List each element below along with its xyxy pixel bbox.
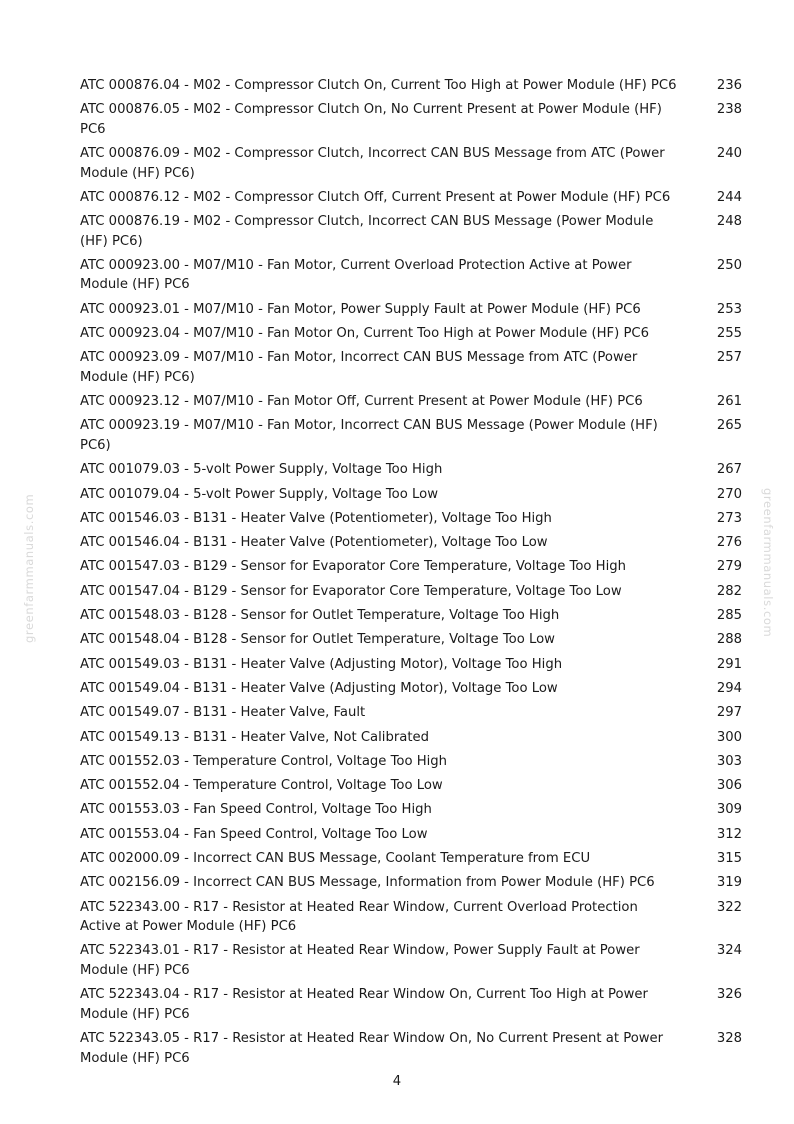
toc-entry-page: 328: [716, 1031, 742, 1046]
toc-entry[interactable]: [80, 800, 742, 820]
toc-entry-page: 315: [716, 851, 742, 867]
toc-entry-page: 240: [716, 146, 742, 162]
toc-entry[interactable]: [80, 76, 742, 96]
toc-entry-page: 303: [716, 753, 742, 769]
toc-entry[interactable]: [80, 144, 742, 183]
toc-entry-page: 279: [716, 559, 742, 575]
toc-entry-page: 282: [716, 583, 742, 599]
toc-entry[interactable]: [80, 509, 742, 529]
toc-entry[interactable]: [80, 606, 742, 626]
toc-entry[interactable]: [80, 655, 742, 675]
toc-entry-page: 288: [716, 632, 742, 648]
toc-entry-title: ATC 000923.04 - M07/M10 - Fan Motor On, Current Too High at Power Module (HF) PC6: [80, 326, 650, 342]
toc-entry[interactable]: [80, 703, 742, 723]
toc-entry-title: ATC 001548.04 - B128 - Sensor for Outlet Temperature, Voltage Too Low: [80, 632, 555, 648]
toc-entry-page: 309: [716, 802, 742, 818]
toc-entry[interactable]: [80, 849, 742, 869]
toc-entry-page: 276: [716, 535, 742, 551]
toc-entry-page: 244: [716, 189, 742, 205]
toc-entry-title: ATC 001552.03 - Temperature Control, Voltage Too High: [80, 753, 448, 769]
toc-entry[interactable]: [80, 188, 742, 208]
toc-entry[interactable]: [80, 679, 742, 699]
toc-entry-page: 250: [716, 257, 742, 273]
toc-entry[interactable]: [80, 557, 742, 577]
toc-entry[interactable]: [80, 752, 742, 772]
toc-entry-page: 322: [716, 899, 742, 915]
toc-entry[interactable]: [80, 324, 742, 344]
toc-entry[interactable]: [80, 776, 742, 796]
toc-entry-page: 265: [716, 418, 742, 434]
toc-entry[interactable]: [80, 485, 742, 505]
toc-entry-page: 273: [716, 510, 742, 526]
toc-entry-page: 300: [716, 729, 742, 745]
toc-entry[interactable]: [80, 630, 742, 650]
toc-entry-title: ATC 001079.04 - 5-volt Power Supply, Voltage Too Low: [80, 486, 438, 502]
toc-entry-title: ATC 002156.09 - Incorrect CAN BUS Message, Information from Power Module (HF) PC6: [80, 875, 655, 891]
toc-entry-title: ATC 001079.03 - 5-volt Power Supply, Voltage Too High: [80, 462, 443, 478]
toc-entry-title: ATC 001549.03 - B131 - Heater Valve (Adjusting Motor), Voltage Too High: [80, 656, 563, 672]
toc-entry[interactable]: [80, 1029, 742, 1068]
page-number: 4: [392, 1074, 402, 1089]
toc-entry[interactable]: [80, 941, 742, 980]
toc-entry[interactable]: [80, 212, 742, 251]
toc-entry-title: ATC 001553.04 - Fan Speed Control, Voltage Too Low: [80, 826, 428, 842]
toc-entry-page: 294: [716, 680, 742, 696]
toc-entry-title: ATC 522343.01 - R17 - Resistor at Heated Rear Window, Power Supply Fault at Power Module (HF) PC6: [80, 943, 640, 978]
toc-entry-page: 326: [716, 987, 742, 1003]
toc-entry-title: ATC 000923.09 - M07/M10 - Fan Motor, Incorrect CAN BUS Message from ATC (Power Module (HF) PC6): [80, 350, 638, 385]
toc-entry-title: ATC 001549.04 - B131 - Heater Valve (Adjusting Motor), Voltage Too Low: [80, 680, 558, 696]
toc-entry-title: ATC 001547.04 - B129 - Sensor for Evaporator Core Temperature, Voltage Too Low: [80, 583, 622, 599]
toc-entry-page: 248: [716, 214, 742, 230]
toc-entry-page: 238: [716, 102, 742, 118]
toc-entry-title: ATC 522343.00 - R17 - Resistor at Heated Rear Window, Current Overload Protection Active at Power Module (HF) PC6: [80, 899, 638, 935]
watermark-right: greenfarmmanuals.com: [761, 488, 775, 638]
toc-entry-page: 319: [716, 875, 742, 891]
toc-entry-title: ATC 001546.03 - B131 - Heater Valve (Potentiometer), Voltage Too High: [80, 510, 552, 526]
toc-entry-page: 306: [716, 778, 742, 794]
toc-entry[interactable]: [80, 873, 742, 893]
toc-entry-title: ATC 522343.05 - R17 - Resistor at Heated Rear Window On, No Current Present at Power Module (HF) PC6: [80, 1031, 664, 1066]
toc-entry-title: ATC 001549.13 - B131 - Heater Valve, Not Calibrated: [80, 729, 429, 745]
toc-entry-page: 291: [716, 656, 742, 672]
toc-entry-title: ATC 000876.19 - M02 - Compressor Clutch, Incorrect CAN BUS Message (Power Module (HF) PC6): [80, 214, 654, 249]
toc-entry[interactable]: [80, 460, 742, 480]
toc-entry-page: 261: [716, 394, 742, 410]
toc-entry-title: ATC 001547.03 - B129 - Sensor for Evaporator Core Temperature, Voltage Too High: [80, 559, 626, 575]
toc-entry-page: 312: [716, 826, 742, 842]
toc-entry[interactable]: [80, 582, 742, 602]
toc-entry-title: ATC 522343.04 - R17 - Resistor at Heated Rear Window On, Current Too High at Power Module (HF) PC6: [80, 987, 648, 1022]
toc-entry-page: 257: [716, 350, 742, 366]
toc-entry[interactable]: [80, 533, 742, 553]
toc-entry-page: 236: [716, 78, 742, 93]
toc-entry-page: 267: [716, 462, 742, 478]
toc-entry-title: ATC 000876.12 - M02 - Compressor Clutch Off, Current Present at Power Module (HF) PC6: [80, 189, 671, 205]
table-of-contents: [80, 76, 742, 1073]
toc-entry[interactable]: [80, 348, 742, 387]
toc-entry[interactable]: [80, 416, 742, 455]
watermark-left: greenfarmmanuals.com: [22, 493, 36, 643]
toc-entry-title: ATC 000923.01 - M07/M10 - Fan Motor, Power Supply Fault at Power Module (HF) PC6: [80, 301, 641, 317]
toc-entry-title: ATC 000876.09 - M02 - Compressor Clutch, Incorrect CAN BUS Message from ATC (Power Module (HF) PC6): [80, 146, 665, 181]
toc-entry[interactable]: [80, 985, 742, 1024]
toc-entry[interactable]: [80, 256, 742, 295]
toc-entry-title: ATC 000923.12 - M07/M10 - Fan Motor Off, Current Present at Power Module (HF) PC6: [80, 394, 643, 410]
toc-entry-title: ATC 002000.09 - Incorrect CAN BUS Message, Coolant Temperature from ECU: [80, 851, 591, 867]
toc-entry-page: 253: [716, 301, 742, 317]
toc-entry-title: ATC 001549.07 - B131 - Heater Valve, Fault: [80, 705, 366, 721]
toc-entry[interactable]: [80, 825, 742, 845]
toc-entry-title: ATC 000876.05 - M02 - Compressor Clutch On, No Current Present at Power Module (HF) PC6: [80, 102, 662, 137]
toc-entry-page: 285: [716, 608, 742, 624]
toc-entry-title: ATC 001548.03 - B128 - Sensor for Outlet Temperature, Voltage Too High: [80, 608, 560, 624]
toc-entry-page: 297: [716, 705, 742, 721]
toc-entry-page: 270: [716, 486, 742, 502]
toc-entry-page: 324: [716, 943, 742, 959]
toc-entry-title: ATC 000876.04 - M02 - Compressor Clutch On, Current Too High at Power Module (HF) PC6: [80, 78, 677, 93]
toc-entry[interactable]: [80, 300, 742, 320]
toc-entry-title: ATC 001553.03 - Fan Speed Control, Voltage Too High: [80, 802, 432, 818]
toc-entry[interactable]: [80, 392, 742, 412]
toc-entry-page: 255: [716, 326, 742, 342]
toc-entry[interactable]: [80, 728, 742, 748]
toc-entry-title: ATC 001546.04 - B131 - Heater Valve (Potentiometer), Voltage Too Low: [80, 535, 548, 551]
toc-entry[interactable]: [80, 898, 742, 937]
toc-entry[interactable]: [80, 100, 742, 139]
toc-entry-title: ATC 000923.19 - M07/M10 - Fan Motor, Incorrect CAN BUS Message (Power Module (HF) PC6): [80, 418, 658, 453]
toc-entry-title: ATC 001552.04 - Temperature Control, Voltage Too Low: [80, 778, 443, 794]
toc-entry-title: ATC 000923.00 - M07/M10 - Fan Motor, Current Overload Protection Active at Power Module (HF) PC6: [80, 257, 632, 293]
